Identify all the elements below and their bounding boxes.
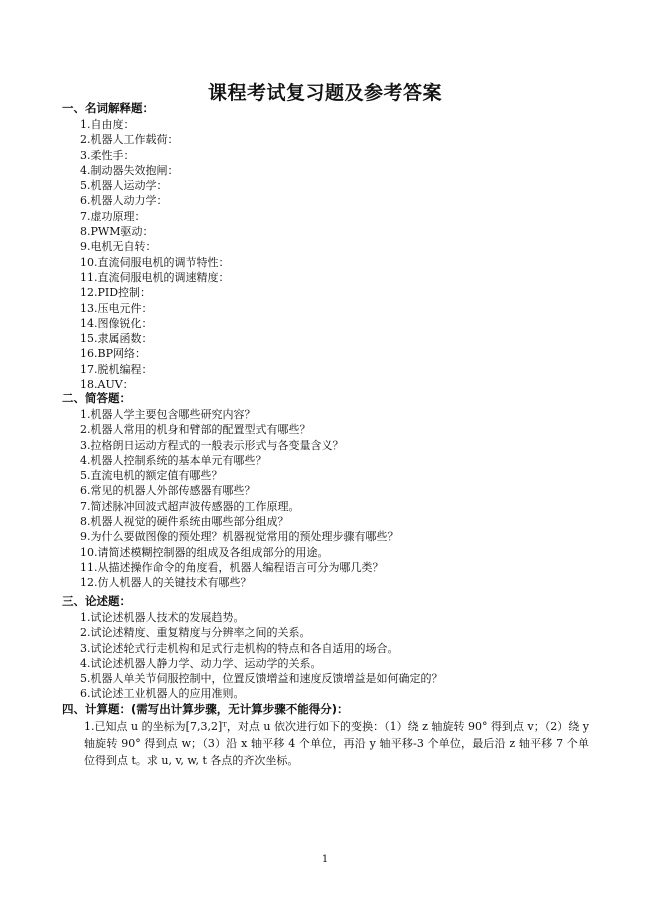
essay-list: [80, 610, 443, 702]
short-answer-list: [80, 407, 399, 591]
document-title: 课程考试复习题及参考答案: [207, 82, 442, 104]
list-item: 3.试论述轮式行走机构和足式行走机构的特点和各自适用的场合。: [80, 641, 399, 655]
list-item: 7.虚功原理：: [80, 209, 146, 223]
list-item: 8.PWM驱动：: [80, 225, 154, 239]
list-item: 4.试论述机器人静力学、动力学、运动学的关系。: [80, 656, 322, 670]
list-item: 8.机器人视觉的硬件系统由哪些部分组成？: [80, 515, 289, 529]
calculation-problem: 1.已知点 u 的坐标为[7,3,2]ᵀ，对点 u 依次进行如下的变换：（1）绕 z 轴旋转 90° 得到点 v；（2）绕 y 轴旋转 90° 得到点 w；（3）沿 x 轴平移 4 个单位，再沿 y 轴平移-3 个单位，最后沿 z 轴平移 7 个单位得到点 t。求 u, v, w, t 各点的齐次坐标。: [84, 720, 589, 767]
list-item: 10.直流伺服电机的调节特性：: [80, 255, 230, 269]
list-item: 6.机器人动力学：: [80, 194, 168, 208]
list-item: 11.从描述操作命令的角度看，机器人编程语言可分为哪几类？: [80, 560, 384, 574]
list-item: 9.为什么要做图像的预处理？机器视觉常用的预处理步骤有哪些？: [80, 530, 399, 544]
list-item: 3.拉格朗日运动方程式的一般表示形式与各变量含义？: [80, 438, 344, 452]
section-heading-essay: 三、论述题：: [62, 594, 131, 608]
section-heading-calculation: 四、计算题：(需写出计算步骤，无计算步骤不能得分)：: [62, 702, 349, 716]
list-item: 6.试论述工业机器人的应用准则。: [80, 687, 245, 701]
list-item: 4.机器人控制系统的基本单元有哪些？: [80, 453, 267, 467]
list-item: 5.直流电机的额定值有哪些？: [80, 469, 223, 483]
list-item: 18.AUV：: [80, 378, 134, 392]
list-item: 4.制动器失效抱闸：: [80, 163, 179, 177]
list-item: 17.脱机编程：: [80, 362, 153, 376]
list-item: 11.直流伺服电机的调速精度：: [80, 270, 230, 284]
section-heading-definitions: 一、名词解释题：: [62, 101, 154, 115]
list-item: 7.简述脉冲回波式超声波传感器的工作原理。: [80, 499, 300, 513]
list-item: 14.图像锐化：: [80, 316, 153, 330]
list-item: 5.机器人单关节伺服控制中，位置反馈增益和速度反馈增益是如何确定的？: [80, 672, 443, 686]
list-item: 1.自由度：: [80, 118, 135, 131]
list-item: 15.隶属函数：: [80, 332, 153, 346]
list-item: 2.机器人常用的机身和臂部的配置型式有哪些？: [80, 423, 311, 437]
list-item: 2.机器人工作载荷：: [80, 133, 179, 147]
definitions-list: [80, 117, 230, 392]
list-item: 1.试论述机器人技术的发展趋势。: [80, 611, 245, 624]
list-item: 13.压电元件：: [80, 301, 153, 315]
page-number: 1: [321, 854, 329, 865]
list-item: 3.柔性手：: [80, 148, 135, 162]
list-item: 9.电机无自转：: [80, 240, 157, 254]
list-item: 2.试论述精度、重复精度与分辨率之间的关系。: [80, 626, 311, 640]
list-item: 5.机器人运动学：: [80, 179, 168, 193]
list-item: 16.BP网络：: [80, 347, 146, 361]
list-item: 12.仿人机器人的关键技术有哪些？: [80, 576, 252, 590]
section-heading-short-answer: 二、简答题：: [62, 391, 131, 405]
list-item: 10.请简述模糊控制器的组成及各组成部分的用途。: [80, 545, 329, 559]
list-item: 1.机器人学主要包含哪些研究内容？: [80, 408, 256, 421]
list-item: 12.PID控制：: [80, 286, 152, 300]
list-item: 6.常见的机器人外部传感器有哪些？: [80, 484, 256, 498]
